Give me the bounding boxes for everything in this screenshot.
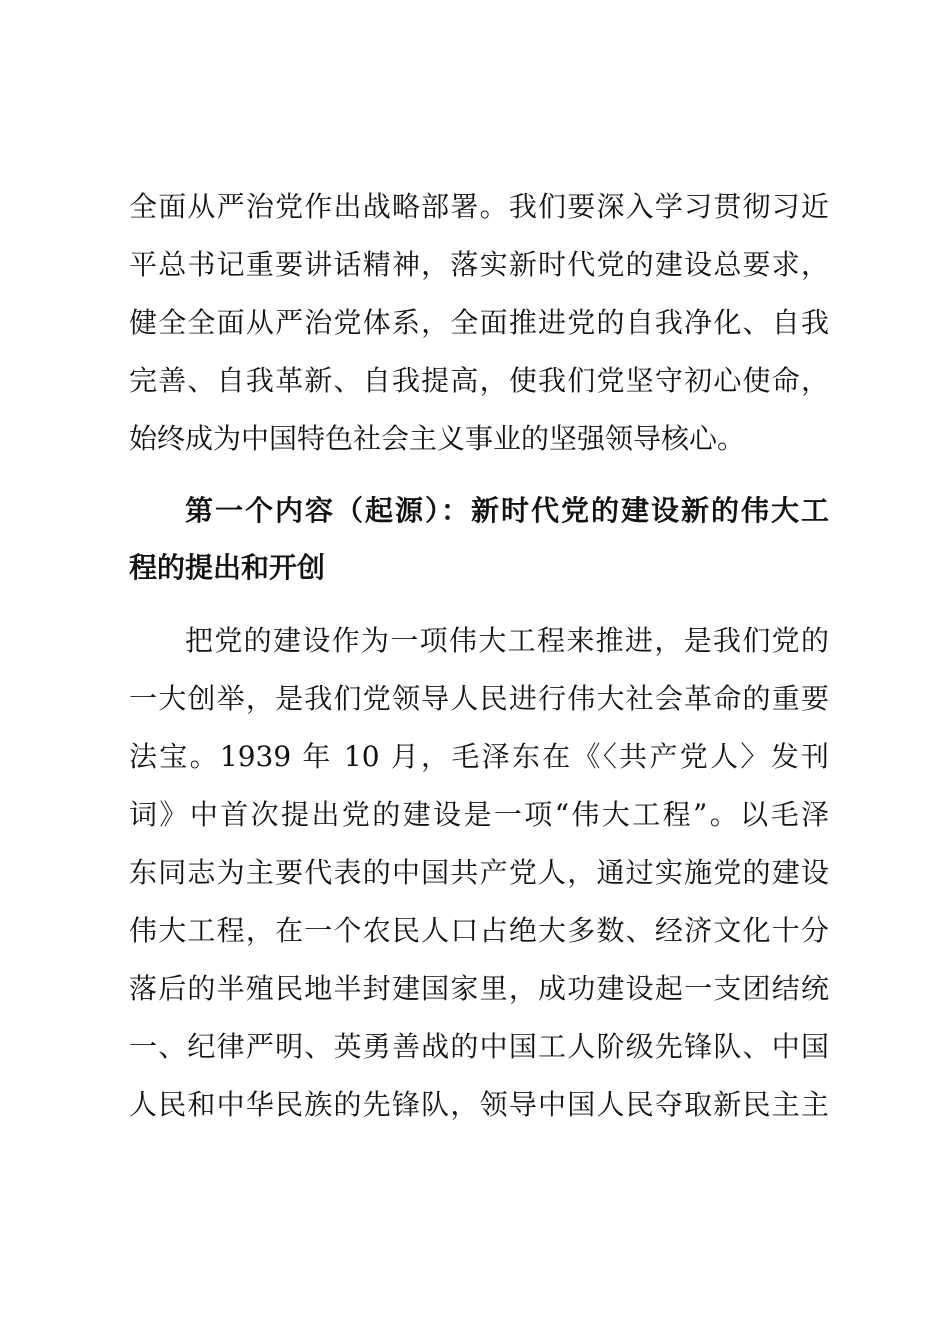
paragraph-1-line-3: 健全全面从严治党体系，全面推进党的自我净化、自我 [129,306,829,339]
paragraph-2-line-1: 把党的建设作为一项伟大工程来推进，是我们党的 [185,624,829,657]
paragraph-1-line-4: 完善、自我革新、自我提高，使我们党坚守初心使命， [129,364,829,397]
paragraph-1-line-2: 平总书记重要讲话精神，落实新时代党的建设总要求， [129,248,829,281]
paragraph-2-line-8: 一、纪律严明、英勇善战的中国工人阶级先锋队、中国 [129,1030,829,1063]
section-heading-line-2: 程的提出和开创 [129,551,326,584]
paragraph-2-line-3: 法宝。1939 年 10 月，毛泽东在《〈共产党人〉发刊 [129,740,829,773]
paragraph-2-line-7: 落后的半殖民地半封建国家里，成功建设起一支团结统 [129,972,829,1005]
paragraph-2-line-4: 词》中首次提出党的建设是一项“伟大工程”。以毛泽 [129,798,829,831]
paragraph-2-line-6: 伟大工程，在一个农民人口占绝大多数、经济文化十分 [129,914,829,947]
paragraph-1-line-5: 始终成为中国特色社会主义事业的坚强领导核心。 [129,422,746,455]
paragraph-2-line-2: 一大创举，是我们党领导人民进行伟大社会革命的重要 [129,682,829,715]
paragraph-2-line-9: 人民和中华民族的先锋队，领导中国人民夺取新民主主 [129,1088,829,1121]
paragraph-1-line-1: 全面从严治党作出战略部署。我们要深入学习贯彻习近 [129,190,829,223]
paragraph-2-line-5: 东同志为主要代表的中国共产党人，通过实施党的建设 [129,856,829,889]
section-heading-line-1: 第一个内容（起源）：新时代党的建设新的伟大工 [185,494,829,527]
